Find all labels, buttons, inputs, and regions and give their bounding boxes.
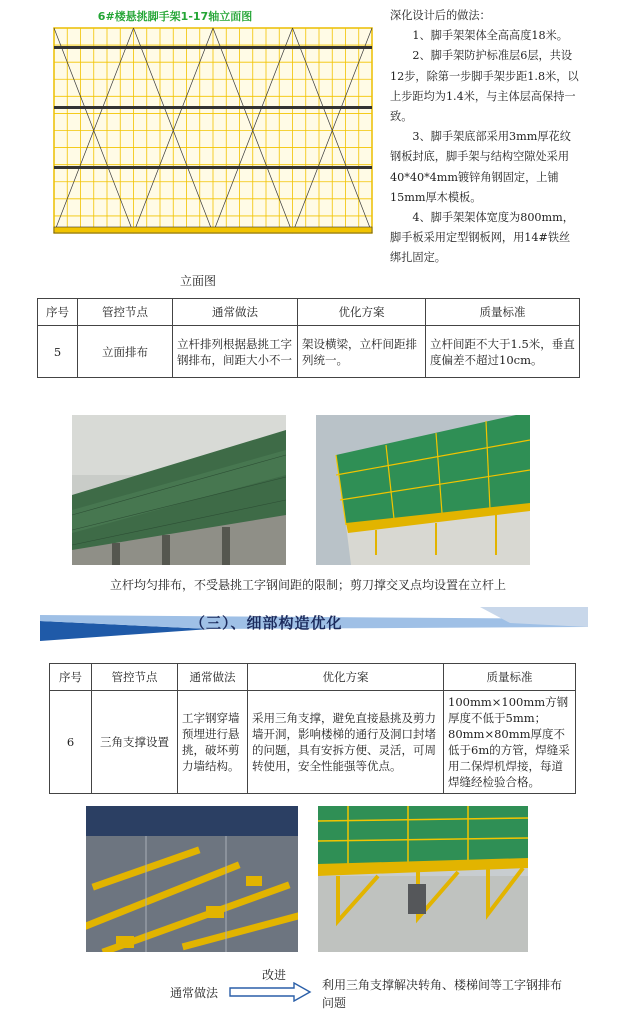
- col-header: 管控节点: [92, 664, 178, 691]
- table-header-row: [50, 664, 576, 691]
- col-header: 质量标准: [426, 299, 580, 326]
- row-node: 三角支撑设置: [92, 691, 178, 794]
- description-item: 1、脚手架架体全高高度18米。: [412, 29, 568, 43]
- row-usual: 工字钢穿墙预埋进行悬挑，破坏剪力墙结构。: [178, 691, 248, 794]
- col-header: 通常做法: [173, 299, 298, 326]
- anchor-band: [54, 106, 372, 109]
- row-standard: 立杆间距不大于1.5米，垂直度偏差不超过10cm。: [426, 326, 580, 378]
- col-header: 序号: [50, 664, 92, 691]
- anchor-band: [54, 166, 372, 169]
- description-item: 2、脚手架防护标准层6层，共设12步，除第一步脚手架步距1.8米，以上步距均为1.4米，与主体层高保持一致。: [390, 49, 579, 124]
- elevation-drawing: [40, 6, 385, 256]
- usual-practice-label: 通常做法: [170, 986, 219, 1000]
- col-header: 质量标准: [444, 664, 576, 691]
- design-description: [390, 6, 580, 269]
- table-header-row: [38, 299, 580, 326]
- photos-caption: 立杆均匀排布，不受悬挑工字钢间距的限制；剪刀撑交叉点均设置在立杆上: [110, 578, 507, 592]
- row-optimized: 采用三角支撑，避免直接悬挑及剪力墙开洞，影响楼梯的通行及洞口封堵的问题，具有安拆方便、灵活，可周转使用，安全性能强等优点。: [248, 691, 444, 794]
- base-platform: [54, 227, 372, 233]
- table-row: [50, 691, 576, 794]
- row-usual: 立杆排列根据悬挑工字钢排布，间距大小不一: [173, 326, 298, 378]
- row-standard: 100mm×100mm方钢厚度不低于5mm；80mm×80mm厚度不低于6m的方管，焊缝采用二保焊机焊接，每道焊缝经检验合格。: [444, 691, 576, 794]
- section-title: （三）、细部构造优化: [190, 614, 343, 632]
- elevation-caption: 立面图: [180, 274, 217, 288]
- improve-label: 改进: [262, 968, 287, 982]
- col-header: 优化方案: [248, 664, 444, 691]
- i-beam-photo: [86, 806, 298, 952]
- scaffold-photo-right: [316, 415, 530, 565]
- elevation-title: 6#楼悬挑脚手架1-17轴立面图: [97, 10, 253, 23]
- row-number: 5: [38, 326, 78, 378]
- row-optimized: 架设横梁，立杆间距排列统一。: [298, 326, 426, 378]
- anchor-band: [54, 46, 372, 49]
- control-table-5: [37, 298, 580, 378]
- col-header: 序号: [38, 299, 78, 326]
- scaffold-photo-left: [72, 415, 286, 565]
- improvement-description: 利用三角支撑解决转角、楼梯间等工字钢排布问题: [322, 978, 563, 1010]
- row-node: 立面排布: [78, 326, 173, 378]
- col-header: 优化方案: [298, 299, 426, 326]
- description-item: 3、脚手架底部采用3mm厚花纹钢板封底，脚手架与结构空隙处采用40*40*4mm镀锌角钢固定，上铺15mm厚木模板。: [390, 130, 571, 204]
- row-number: 6: [50, 691, 92, 794]
- triangle-support-photo: [318, 806, 528, 952]
- col-header: 通常做法: [178, 664, 248, 691]
- description-heading: 深化设计后的做法：: [390, 9, 491, 22]
- arrow-right-icon: [228, 982, 312, 1002]
- description-item: 4、脚手架架体宽度为800mm，脚手板采用定型钢板网，用14#铁丝绑扎固定。: [390, 211, 574, 265]
- control-table-6: [49, 663, 576, 794]
- table-row: [38, 326, 580, 378]
- col-header: 管控节点: [78, 299, 173, 326]
